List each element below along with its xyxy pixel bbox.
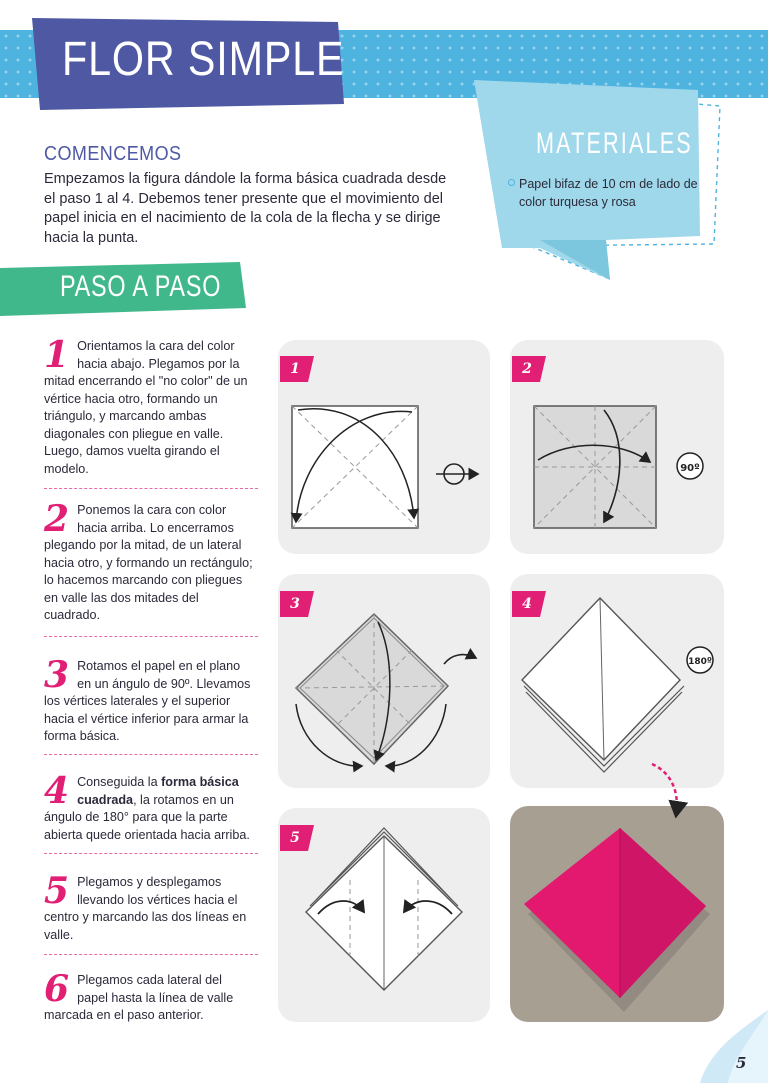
rotate-90-label: 90º	[680, 463, 700, 474]
step-text: Plegamos y desplegamos llevando los vértices hacia el centro y marcando las dos líneas en valle.	[44, 875, 247, 942]
step-text-pre: Conseguida la	[77, 775, 162, 789]
step-number: 4	[44, 770, 70, 812]
intro-body: Empezamos la figura dándole la forma básica cuadrada desde el paso 1 al 4. Debemos tener presente que el movimiento del papel inicia en el nacimiento de la cola de la flecha y se dirige hacia la punta.	[44, 171, 447, 246]
step-number: 3	[44, 654, 70, 696]
page-curl	[680, 1010, 768, 1083]
intro-heading: COMENCEMOS	[44, 143, 182, 165]
step-number: 1	[44, 334, 70, 376]
materials-item: Papel bifaz de 10 cm de lado de color turquesa y rosa	[519, 177, 698, 209]
rotate-180-label: 180º	[688, 657, 712, 667]
step-text: Ponemos la cara con color hacia arriba. Lo encerramos plegando por la mitad, de un lateral hacia otro, y formando un rectángulo; lo hacemos marcando con pliegues en valle las dos mitades del cuadrado.	[44, 503, 253, 622]
step-text-post: , la rotamos en un ángulo de 180° para que la parte abierta quede orientada hacia arriba.	[44, 792, 250, 842]
diagram-tag-label: 1	[290, 361, 300, 377]
section-title: PASO A PASO	[60, 270, 222, 303]
step-text: Plegamos cada lateral del papel hasta la línea de valle marcada en el paso anterior.	[44, 973, 234, 1022]
step-text: Rotamos el papel en el plano en un ángulo de 90º. Llevamos los vértices laterales y el superior hacia el vértice inferior para armar la forma básica.	[44, 659, 251, 743]
diagram-tag-label: 2	[522, 361, 532, 377]
page-title: FLOR SIMPLE	[62, 33, 345, 86]
diagram-tag-label: 4	[522, 596, 532, 612]
diagram-tag-label: 5	[290, 830, 300, 846]
step-number: 5	[44, 870, 70, 912]
step-number: 6	[44, 968, 70, 1010]
step-text-bold: forma básica cuadrada	[77, 775, 239, 807]
step-text: Orientamos la cara del color hacia abajo. Plegamos por la mitad encerrando el "no color" de un vértice hacia otro, formando un triángulo, y marcando ambas diagonales con pliegue en valle. Luego, damos vuelta girando el modelo.	[44, 339, 248, 476]
materials-title: MATERIALES	[536, 127, 693, 160]
step-number: 2	[44, 498, 70, 540]
diagram-tag-label: 3	[290, 596, 300, 612]
page-number: 5	[736, 1054, 747, 1072]
